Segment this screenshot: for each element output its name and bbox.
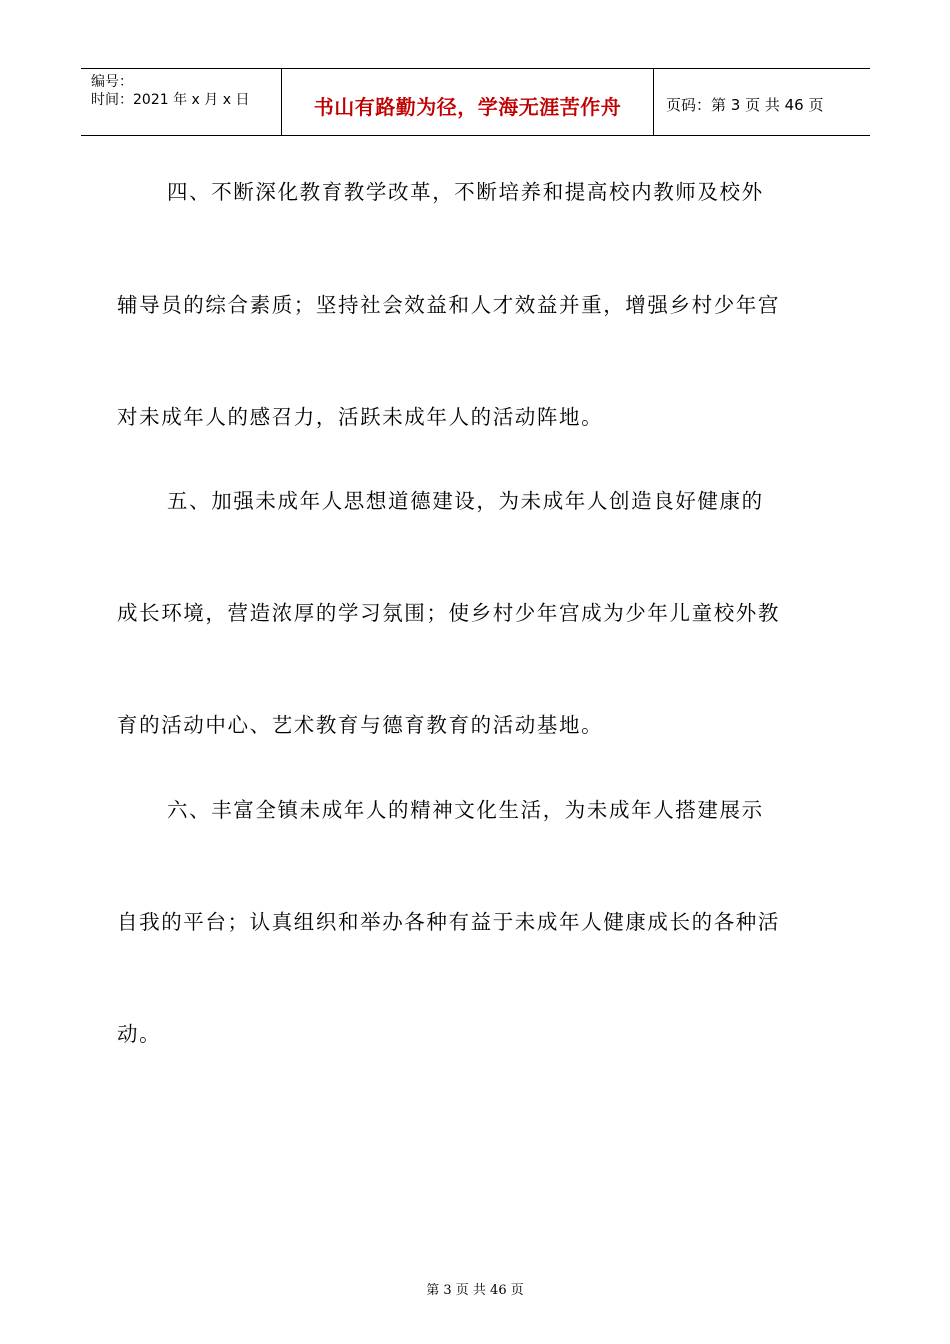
header-meta-cell [81, 69, 281, 135]
body-line: 育的活动中心、艺术教育与德育教育的活动基地。 [117, 713, 604, 737]
page-footer: 第 3 页 共 46 页 [426, 1283, 524, 1298]
body-line: 自我的平台；认真组织和举办各种有益于未成年人健康成长的各种活 [117, 910, 780, 934]
header-page-info: 页码：第 3 页 共 46 页 [666, 95, 824, 114]
body-line: 动。 [117, 1022, 162, 1046]
document-header [81, 68, 870, 136]
document-date-label: 时间：2021 年 x 月 x 日 [91, 92, 250, 108]
header-motto: 书山有路勤为径，学海无涯苦作舟 [313, 94, 622, 119]
body-line: 五、加强未成年人思想道德建设，为未成年人创造良好健康的 [167, 489, 764, 513]
header-motto-cell [281, 69, 654, 135]
header-page-cell [654, 69, 870, 135]
body-line: 对未成年人的感召力，活跃未成年人的活动阵地。 [117, 405, 604, 429]
body-line: 六、丰富全镇未成年人的精神文化生活，为未成年人搭建展示 [167, 798, 764, 822]
body-line: 四、不断深化教育教学改革，不断培养和提高校内教师及校外 [167, 180, 764, 204]
body-line: 辅导员的综合素质；坚持社会效益和人才效益并重，增强乡村少年宫 [117, 293, 780, 317]
body-line: 成长环境，营造浓厚的学习氛围；使乡村少年宫成为少年儿童校外教 [117, 601, 780, 625]
document-number-label: 编号： [91, 74, 133, 90]
